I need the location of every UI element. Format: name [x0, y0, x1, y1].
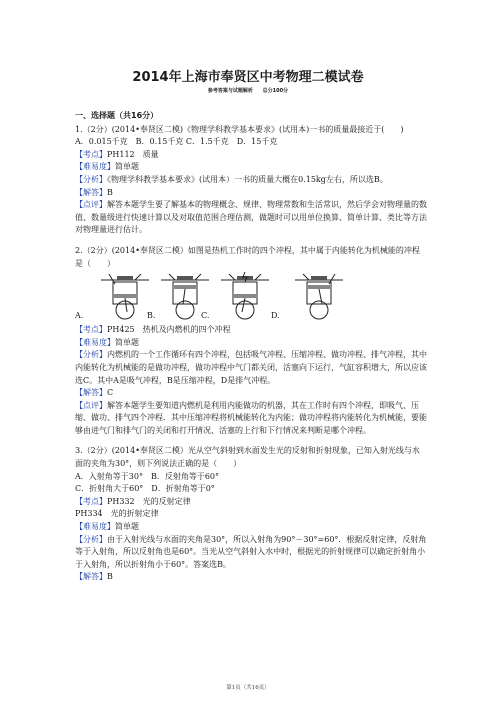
q3-options-cd: C．折射角大于60° D．折射角等于0°: [75, 484, 215, 494]
page-subtitle: [0, 87, 496, 94]
q3-nandu: 【难易度】简单题: [75, 522, 139, 532]
fenxi-tag: 【分析】: [75, 174, 107, 184]
q1-dianping: 【点评】解答本题学生要了解基本的物理概念、规律、物理常数和生活常识，然后学会对物理量的数值、数量级进行快速计算以及对取值范围合理估测，做题时可以用单位换算、简单计算、类比等方法对物理量进行估计。: [75, 200, 427, 235]
q3-kaodian: 【考点】PH332 光的反射定律: [75, 496, 191, 506]
engine-d-exhaust-icon: [291, 272, 347, 322]
q2-kaodian: 【考点】PH425 热机及内燃机的四个冲程: [75, 325, 231, 335]
dianping-tag: 【点评】: [75, 400, 107, 410]
q2-nandu: 【难易度】简单题: [75, 337, 139, 347]
engine-strokes-figure: [75, 272, 427, 324]
subtitle-answer-label: 参考答案与试题解析: [207, 88, 253, 94]
jieda-tag: 【解答】: [75, 572, 107, 582]
engine-c-power-icon: [217, 272, 273, 322]
kaodian-tag: 【考点】: [75, 325, 107, 335]
q1-jieda: 【解答】B: [75, 187, 113, 197]
q2-fenxi: 【分析】内燃机的一个工作循环有四个冲程，包括吸气冲程、压缩冲程、做功冲程、排气冲程，其中内能转化为机械能的是做功冲程，做功冲程中气门都关闭，活塞向下运行，气缸容积增大，所以应该选C。其中A是吸气冲程，B是压缩冲程，D是排气冲程。: [75, 350, 427, 385]
kaodian-tag: 【考点】: [75, 496, 107, 506]
document-body: [75, 110, 427, 584]
q1-stem: 1.（2分）(2014•奉贤区二模)《物理学科教学基本要求》(试用本)一书的质量最接近于( ): [75, 124, 404, 134]
engine-label-a: A.: [75, 311, 84, 321]
subtitle-total-score: 总分100分: [262, 88, 289, 94]
engine-label-c: C.: [201, 311, 210, 321]
dianping-tag: 【点评】: [75, 200, 107, 210]
q3-jieda: 【解答】B: [75, 572, 113, 582]
engine-a-intake-icon: [97, 272, 156, 322]
nandu-tag: 【难易度】: [75, 337, 115, 347]
jieda-tag: 【解答】: [75, 187, 107, 197]
q1-nandu: 【难易度】简单题: [75, 162, 139, 172]
page-number: 第1页（共16页）: [226, 685, 270, 691]
q3-kaodian-2: PH334 光的折射定律: [75, 509, 159, 519]
q2-jieda: 【解答】C: [75, 388, 114, 398]
nandu-tag: 【难易度】: [75, 162, 115, 172]
fenxi-tag: 【分析】: [75, 350, 107, 360]
q3-fenxi: 【分析】由于入射光线与水面的夹角是30°，所以入射角为90°－30°=60°．根据反射定律，反射角等于入射角，所以反射角也是60°。当光从空气斜射入水中时，根据光的折射规律可以确定折射角小于入射角，所以折射角小于60°。答案选B。: [75, 534, 427, 569]
jieda-tag: 【解答】: [75, 388, 107, 398]
section-heading: 一、选择题（共16分）: [75, 111, 159, 120]
engine-label-d: D.: [271, 311, 280, 321]
q1-kaodian: 【考点】PH112 质量: [75, 149, 159, 159]
nandu-tag: 【难易度】: [75, 522, 115, 532]
engine-label-b: B.: [147, 311, 156, 321]
fenxi-tag: 【分析】: [75, 534, 107, 544]
q2-dianping: 【点评】解答本题学生要知道内燃机是利用内能做功的机器，其在工作时有四个冲程，即吸气、压缩、做功、排气四个冲程．其中压缩冲程将机械能转化为内能；做功冲程将内能转化为机械能，要能够由进气门和排气门的关闭和打开情况、活塞的上行和下行情况来判断是哪个冲程。: [75, 400, 427, 435]
q1-options: A．0.015千克 B．0.15千克 C．1.5千克 D．15千克: [75, 137, 278, 147]
q3-options-ab: A．入射角等于30° B．反射角等于60°: [75, 471, 220, 481]
page-title: 2014年上海市奉贤区中考物理二模试卷: [132, 70, 364, 85]
q1-fenxi: 【分析】《物理学科教学基本要求》(试用本）一书的质量大概在0.15kg左右，所以选B。: [75, 174, 388, 184]
q2-stem: 2.（2分）(2014•奉贤区二模）如图是热机工作时的四个冲程，其中属于内能转化为机械能的冲程是（ ）: [75, 245, 420, 268]
kaodian-tag: 【考点】: [75, 149, 107, 159]
q3-stem: 3.（2分）(2014•奉贤区二模）光从空气斜射到水面发生光的反射和折射现象，已知入射光线与水面的夹角为30°，则下列说法正确的是（ ）: [75, 446, 420, 469]
